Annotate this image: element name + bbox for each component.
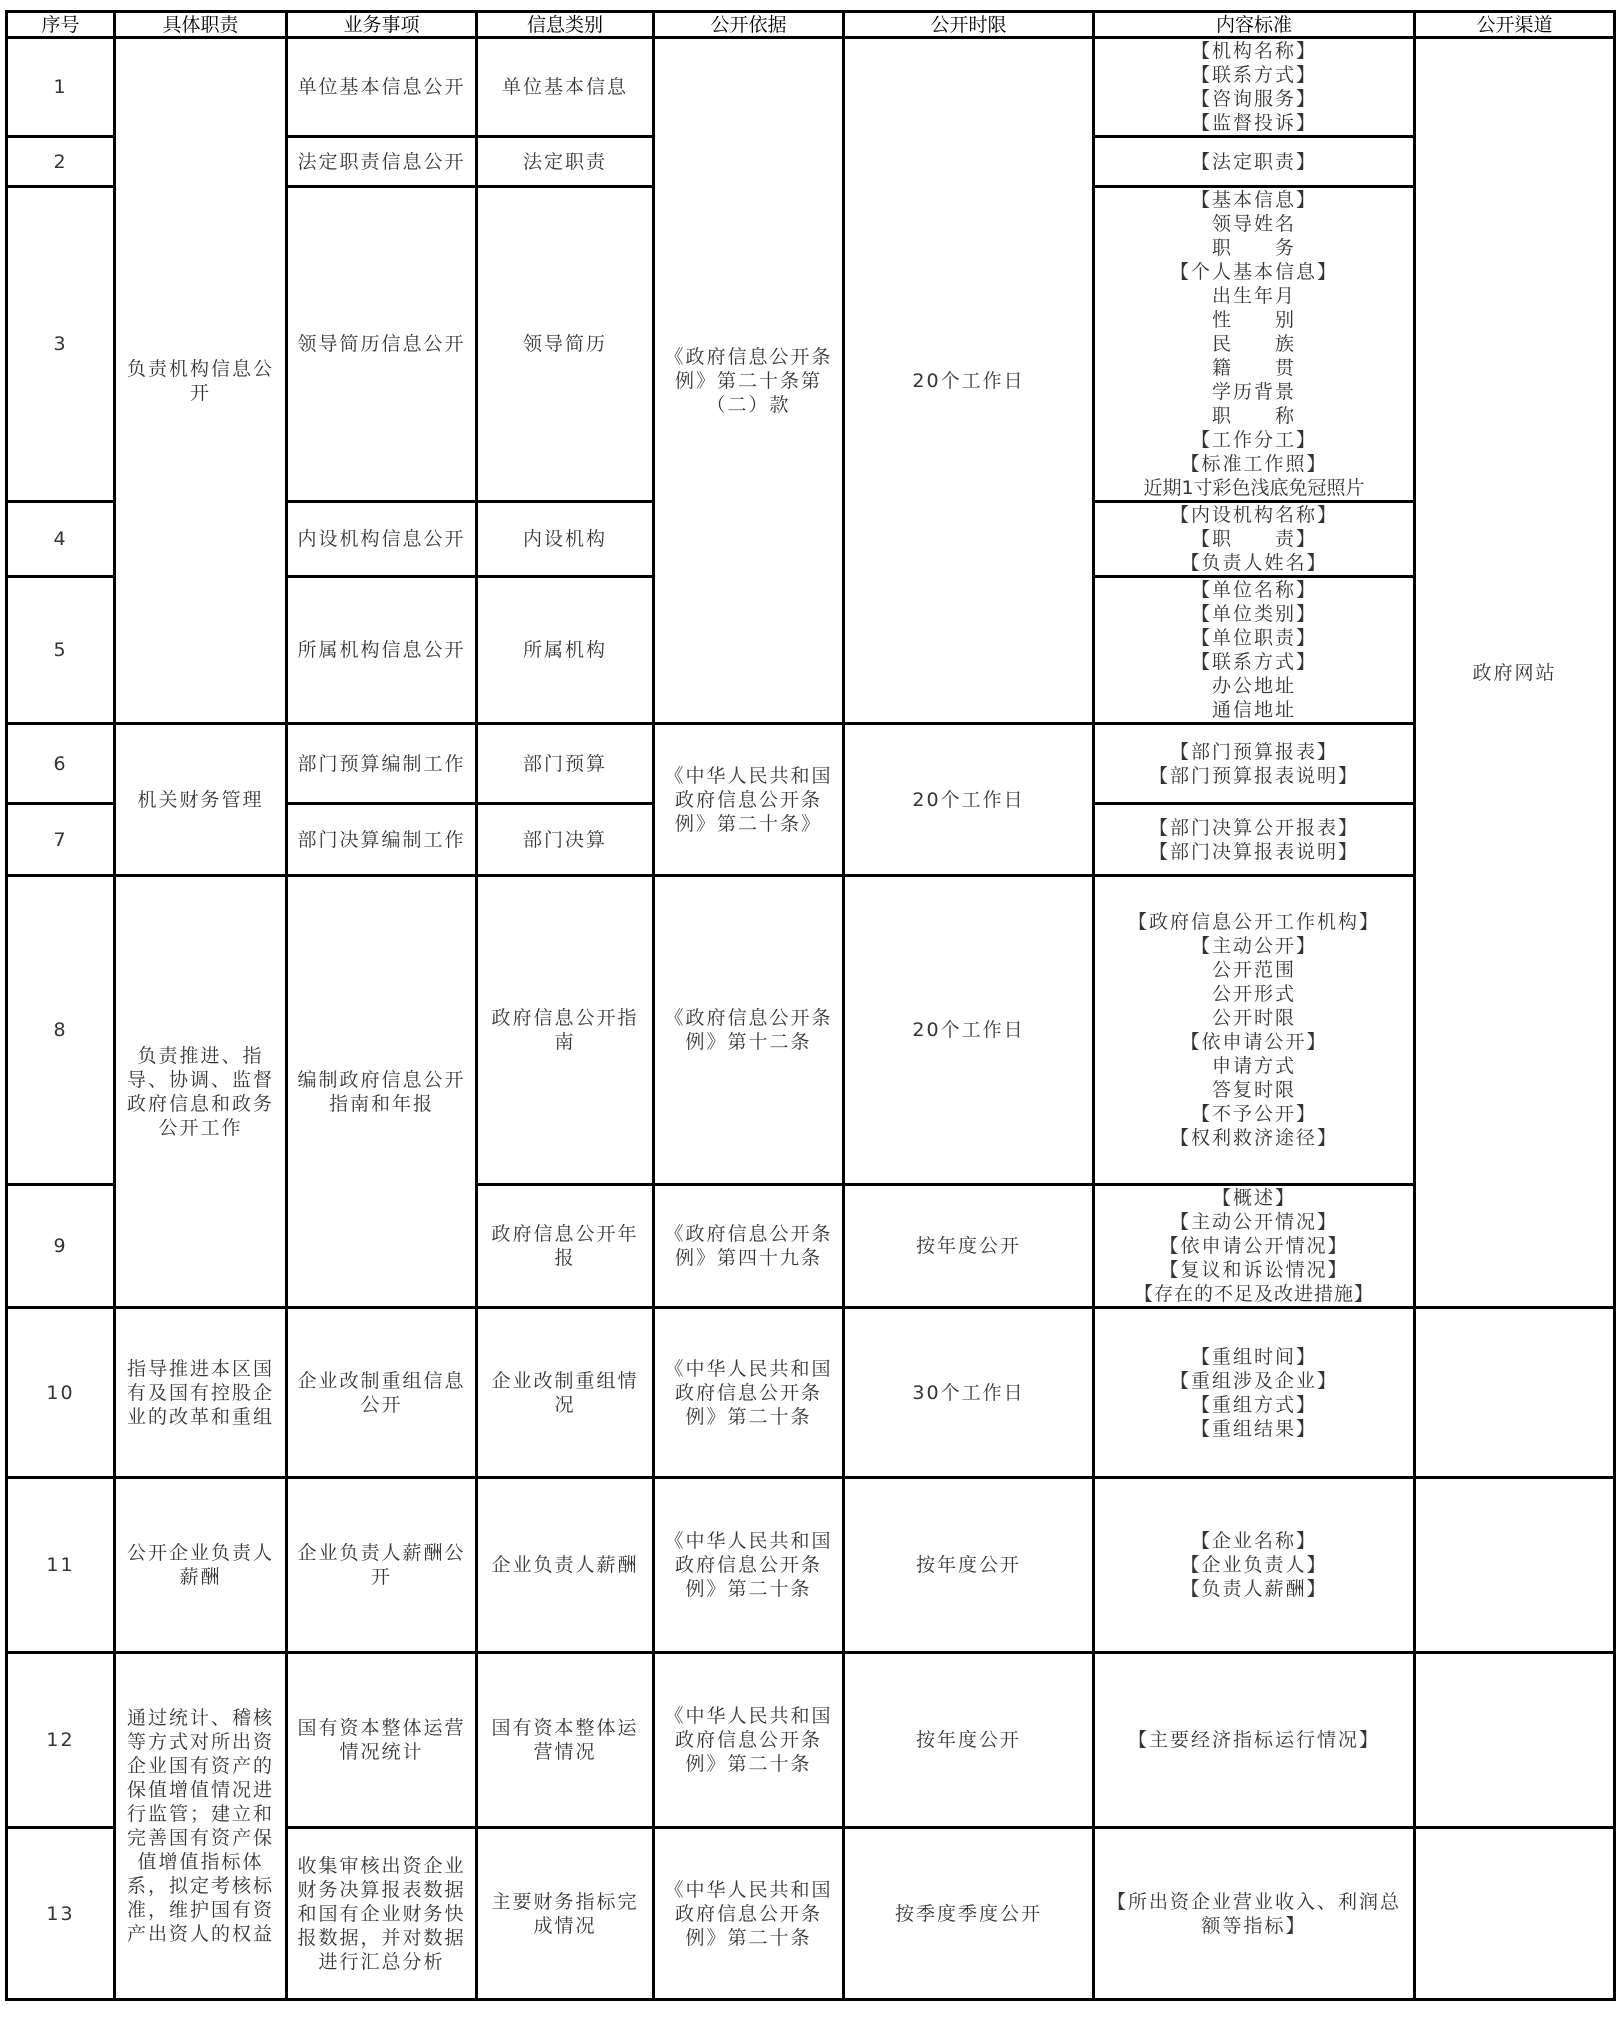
category-cell: 政府信息公开指南 xyxy=(477,876,654,1185)
item-cell: 编制政府信息公开指南和年报 xyxy=(287,876,477,1308)
standard-line: 【权利救济途径】 xyxy=(1169,1127,1338,1149)
standard-cell xyxy=(1094,876,1415,1185)
channel-cell xyxy=(1415,1828,1615,2000)
standard-line: 职 务 xyxy=(1211,237,1296,259)
timeline-cell: 20个工作日 xyxy=(844,724,1094,876)
standard-line: 领导姓名 xyxy=(1211,213,1296,235)
standard-line: 职 称 xyxy=(1211,405,1296,427)
disclosure-table xyxy=(5,10,1616,2001)
header-item: 业务事项 xyxy=(287,12,477,38)
seq-cell: 10 xyxy=(7,1308,115,1478)
standard-line: 【企业负责人】 xyxy=(1180,1554,1328,1576)
basis-cell: 《政府信息公开条例》第十二条 xyxy=(654,876,844,1185)
header-duty: 具体职责 xyxy=(115,12,287,38)
duty-cell: 指导推进本区国有及国有控股企业的改革和重组 xyxy=(115,1308,287,1478)
standard-line: 民 族 xyxy=(1211,333,1296,355)
standard-line: 【部门预算报表】 xyxy=(1169,740,1338,763)
standard-line: 【负责人姓名】 xyxy=(1180,552,1328,574)
standard-line: 【主动公开情况】 xyxy=(1169,1211,1338,1233)
basis-cell: 《中华人民共和国政府信息公开条例》第二十条 xyxy=(654,1308,844,1478)
channel-cell: 政府网站 xyxy=(1415,38,1615,1308)
category-cell: 领导简历 xyxy=(477,187,654,502)
header-row xyxy=(7,12,1615,38)
basis-cell: 《政府信息公开条例》第四十九条 xyxy=(654,1185,844,1308)
seq-cell: 4 xyxy=(7,502,115,577)
timeline-cell: 按季度季度公开 xyxy=(844,1828,1094,2000)
category-cell: 企业负责人薪酬 xyxy=(477,1478,654,1653)
header-standard: 内容标准 xyxy=(1094,12,1415,38)
item-cell: 国有资本整体运营情况统计 xyxy=(287,1653,477,1828)
basis-cell: 《政府信息公开条例》第二十条第（二）款 xyxy=(654,38,844,724)
standard-cell xyxy=(1094,137,1415,187)
duty-cell: 负责机构信息公开 xyxy=(115,38,287,724)
item-cell: 内设机构信息公开 xyxy=(287,502,477,577)
standard-cell xyxy=(1094,187,1415,502)
standard-line: 公开范围 xyxy=(1211,959,1296,981)
standard-line: 办公地址 xyxy=(1211,675,1296,697)
basis-cell: 《中华人民共和国政府信息公开条例》第二十条 xyxy=(654,1478,844,1653)
standard-line: 学历背景 xyxy=(1211,381,1296,403)
standard-line: 【部门预算报表说明】 xyxy=(1148,764,1359,787)
channel-cell xyxy=(1415,1308,1615,1478)
standard-line: 答复时限 xyxy=(1211,1079,1296,1101)
standard-cell xyxy=(1094,38,1415,137)
category-cell: 部门预算 xyxy=(477,724,654,804)
item-cell: 企业改制重组信息公开 xyxy=(287,1308,477,1478)
standard-line: 【不予公开】 xyxy=(1190,1103,1317,1125)
channel-cell xyxy=(1415,1478,1615,1653)
standard-line: 出生年月 xyxy=(1211,285,1296,307)
standard-line: 【重组结果】 xyxy=(1190,1417,1317,1440)
standard-cell xyxy=(1094,502,1415,577)
standard-line: 【依申请公开】 xyxy=(1180,1031,1328,1053)
standard-line: 【主动公开】 xyxy=(1190,935,1317,957)
seq-cell: 1 xyxy=(7,38,115,137)
standard-line: 【单位职责】 xyxy=(1190,627,1317,649)
duty-cell: 机关财务管理 xyxy=(115,724,287,876)
standard-cell xyxy=(1094,1478,1415,1653)
item-cell: 所属机构信息公开 xyxy=(287,577,477,724)
standard-line: 【复议和诉讼情况】 xyxy=(1159,1259,1349,1281)
standard-cell xyxy=(1094,1308,1415,1478)
seq-cell: 8 xyxy=(7,876,115,1185)
standard-cell xyxy=(1094,1185,1415,1308)
standard-line: 【机构名称】 xyxy=(1190,40,1317,62)
standard-line: 公开形式 xyxy=(1211,983,1296,1005)
category-cell: 国有资本整体运营情况 xyxy=(477,1653,654,1828)
standard-line: 近期1寸彩色浅底免冠照片 xyxy=(1143,477,1365,499)
channel-cell xyxy=(1415,1653,1615,1828)
duty-cell: 通过统计、稽核等方式对所出资企业国有资产的保值增值情况进行监管；建立和完善国有资产保值增值指标体系，拟定考核标准，维护国有资产出资人的权益 xyxy=(115,1653,287,2000)
header-seq: 序号 xyxy=(7,12,115,38)
table-row xyxy=(7,38,1615,137)
category-cell: 主要财务指标完成情况 xyxy=(477,1828,654,2000)
standard-line: 【内设机构名称】 xyxy=(1169,504,1338,526)
standard-line: 【工作分工】 xyxy=(1190,429,1317,451)
standard-line: 申请方式 xyxy=(1211,1055,1296,1077)
table-row xyxy=(7,1478,1615,1653)
header-category: 信息类别 xyxy=(477,12,654,38)
item-cell: 收集审核出资企业财务决算报表数据和国有企业财务快报数据，并对数据进行汇总分析 xyxy=(287,1828,477,2000)
header-channel: 公开渠道 xyxy=(1415,12,1615,38)
seq-cell: 2 xyxy=(7,137,115,187)
standard-line: 【存在的不足及改进措施】 xyxy=(1133,1283,1374,1305)
item-cell: 部门决算编制工作 xyxy=(287,804,477,876)
seq-cell: 7 xyxy=(7,804,115,876)
standard-line: 性 别 xyxy=(1211,309,1296,331)
standard-line: 公开时限 xyxy=(1211,1007,1296,1029)
item-cell: 领导简历信息公开 xyxy=(287,187,477,502)
standard-line: 【标准工作照】 xyxy=(1180,453,1328,475)
standard-line: 【部门决算公开报表】 xyxy=(1148,816,1359,839)
standard-line: 【重组涉及企业】 xyxy=(1169,1369,1338,1392)
timeline-cell: 按年度公开 xyxy=(844,1653,1094,1828)
standard-line: 【单位名称】 xyxy=(1190,579,1317,601)
standard-line: 【联系方式】 xyxy=(1190,651,1317,673)
seq-cell: 12 xyxy=(7,1653,115,1828)
standard-line: 通信地址 xyxy=(1211,699,1296,721)
table-row xyxy=(7,724,1615,804)
duty-cell: 负责推进、指导、协调、监督政府信息和政务公开工作 xyxy=(115,876,287,1308)
table-row xyxy=(7,876,1615,1185)
category-cell: 内设机构 xyxy=(477,502,654,577)
standard-line: 籍 贯 xyxy=(1211,357,1296,379)
timeline-cell: 20个工作日 xyxy=(844,876,1094,1185)
item-cell: 部门预算编制工作 xyxy=(287,724,477,804)
table-row xyxy=(7,1653,1615,1828)
standard-line: 【联系方式】 xyxy=(1190,64,1317,86)
timeline-cell: 按年度公开 xyxy=(844,1478,1094,1653)
standard-line: 【单位类别】 xyxy=(1190,603,1317,625)
standard-line: 【法定职责】 xyxy=(1190,150,1317,173)
standard-line: 【基本信息】 xyxy=(1190,189,1317,211)
category-cell: 所属机构 xyxy=(477,577,654,724)
table-row xyxy=(7,1308,1615,1478)
standard-line: 【政府信息公开工作机构】 xyxy=(1127,911,1380,933)
category-cell: 单位基本信息 xyxy=(477,38,654,137)
item-cell: 法定职责信息公开 xyxy=(287,137,477,187)
seq-cell: 6 xyxy=(7,724,115,804)
category-cell: 部门决算 xyxy=(477,804,654,876)
standard-cell xyxy=(1094,577,1415,724)
standard-line: 【概述】 xyxy=(1211,1187,1296,1209)
category-cell: 法定职责 xyxy=(477,137,654,187)
header-basis: 公开依据 xyxy=(654,12,844,38)
timeline-cell: 20个工作日 xyxy=(844,38,1094,724)
standard-cell xyxy=(1094,804,1415,876)
standard-line: 【咨询服务】 xyxy=(1190,88,1317,110)
item-cell: 单位基本信息公开 xyxy=(287,38,477,137)
standard-cell xyxy=(1094,1828,1415,2000)
standard-line: 【所出资企业营业收入、利润总额等指标】 xyxy=(1106,1890,1401,1937)
timeline-cell: 30个工作日 xyxy=(844,1308,1094,1478)
standard-cell xyxy=(1094,1653,1415,1828)
seq-cell: 9 xyxy=(7,1185,115,1308)
item-cell: 企业负责人薪酬公开 xyxy=(287,1478,477,1653)
category-cell: 政府信息公开年报 xyxy=(477,1185,654,1308)
standard-line: 【职 责】 xyxy=(1190,528,1317,550)
standard-line: 【主要经济指标运行情况】 xyxy=(1127,1729,1380,1751)
basis-cell: 《中华人民共和国政府信息公开条例》第二十条》 xyxy=(654,724,844,876)
standard-line: 【企业名称】 xyxy=(1190,1530,1317,1552)
seq-cell: 3 xyxy=(7,187,115,502)
header-timeline: 公开时限 xyxy=(844,12,1094,38)
standard-line: 【个人基本信息】 xyxy=(1169,261,1338,283)
seq-cell: 5 xyxy=(7,577,115,724)
category-cell: 企业改制重组情况 xyxy=(477,1308,654,1478)
standard-line: 【依申请公开情况】 xyxy=(1159,1235,1349,1257)
standard-line: 【重组方式】 xyxy=(1190,1393,1317,1416)
basis-cell: 《中华人民共和国政府信息公开条例》第二十条 xyxy=(654,1653,844,1828)
duty-cell: 公开企业负责人薪酬 xyxy=(115,1478,287,1653)
seq-cell: 11 xyxy=(7,1478,115,1653)
standard-line: 【监督投诉】 xyxy=(1190,112,1317,134)
standard-line: 【部门决算报表说明】 xyxy=(1148,840,1359,863)
standard-line: 【重组时间】 xyxy=(1190,1345,1317,1368)
seq-cell: 13 xyxy=(7,1828,115,2000)
standard-cell xyxy=(1094,724,1415,804)
standard-line: 【负责人薪酬】 xyxy=(1180,1578,1328,1600)
basis-cell: 《中华人民共和国政府信息公开条例》第二十条 xyxy=(654,1828,844,2000)
timeline-cell: 按年度公开 xyxy=(844,1185,1094,1308)
